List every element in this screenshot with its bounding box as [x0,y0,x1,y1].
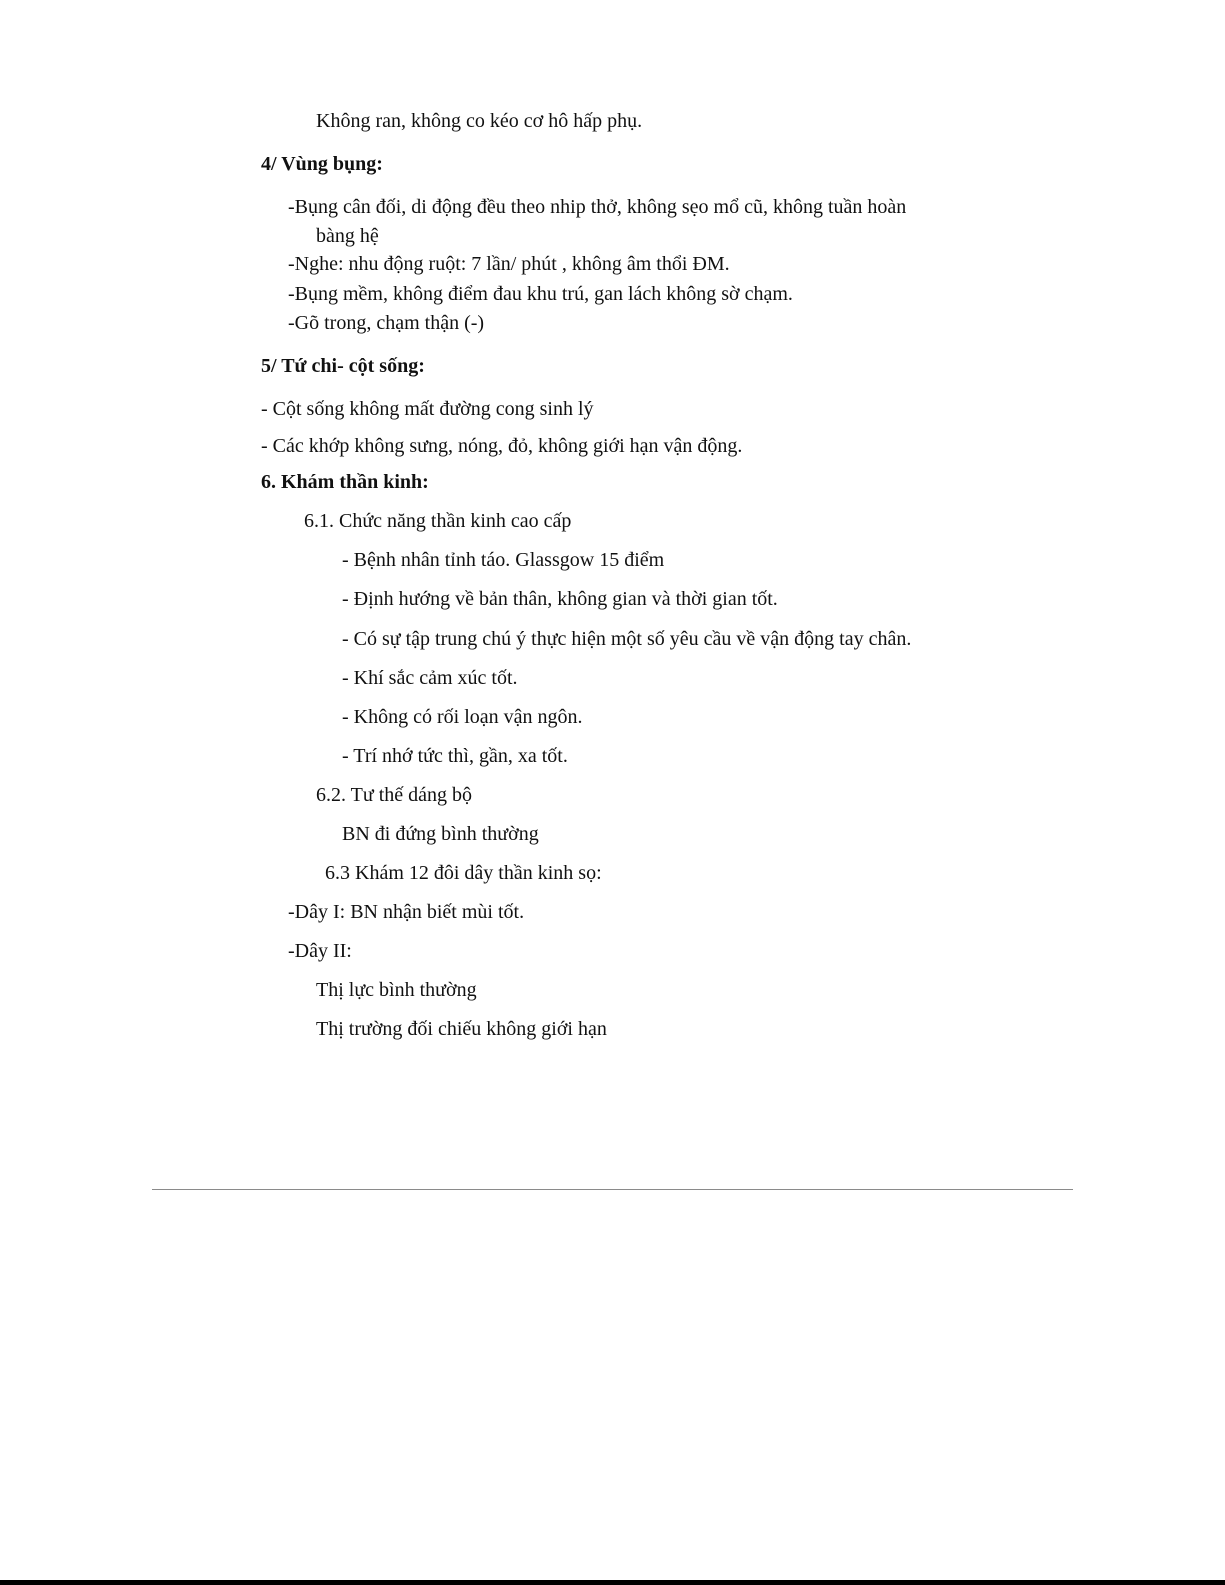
subsection-heading: 6.2. Tư thế dáng bộ [316,784,473,806]
text-line: - Bệnh nhân tỉnh táo. Glassgow 15 điểm [342,549,665,571]
subsection-heading: 6.3 Khám 12 đôi dây thần kinh sọ: [325,862,602,884]
page-bottom-edge [0,1580,1225,1585]
text-line: -Dây I: BN nhận biết mùi tốt. [288,901,525,923]
text-line: - Các khớp không sưng, nóng, đỏ, không giới hạn vận động. [261,435,743,457]
section-heading: 5/ Tứ chi- cột sống: [261,355,425,377]
text-line: - Định hướng về bản thân, không gian và thời gian tốt. [342,588,778,610]
text-line: -Dây II: [288,940,352,962]
text-line: Thị lực bình thường [316,979,477,1001]
text-line: - Trí nhớ tức thì, gần, xa tốt. [342,745,568,767]
section-heading: 6. Khám thần kinh: [261,471,429,493]
text-line: -Bụng mềm, không điểm đau khu trú, gan lách không sờ chạm. [288,283,793,305]
text-line: Thị trường đối chiếu không giới hạn [316,1018,607,1040]
page-divider [152,1189,1073,1190]
text-line: - Không có rối loạn vận ngôn. [342,706,583,728]
subsection-heading: 6.1. Chức năng thần kinh cao cấp [304,510,572,532]
text-line: BN đi đứng bình thường [342,823,539,845]
text-line: bàng hệ [316,225,379,247]
text-line: -Bụng cân đối, di động đều theo nhip thở, không sẹo mổ cũ, không tuần hoàn [288,196,907,218]
text-line: Không ran, không co kéo cơ hô hấp phụ. [316,110,643,132]
text-line: - Khí sắc cảm xúc tốt. [342,667,518,689]
text-line: - Cột sống không mất đường cong sinh lý [261,398,594,420]
text-line: -Gõ trong, chạm thận (-) [288,312,485,334]
section-heading: 4/ Vùng bụng: [261,153,383,175]
text-line: -Nghe: nhu động ruột: 7 lần/ phút , không âm thổi ĐM. [288,253,730,275]
text-line: - Có sự tập trung chú ý thực hiện một số yêu cầu về vận động tay chân. [342,628,912,650]
